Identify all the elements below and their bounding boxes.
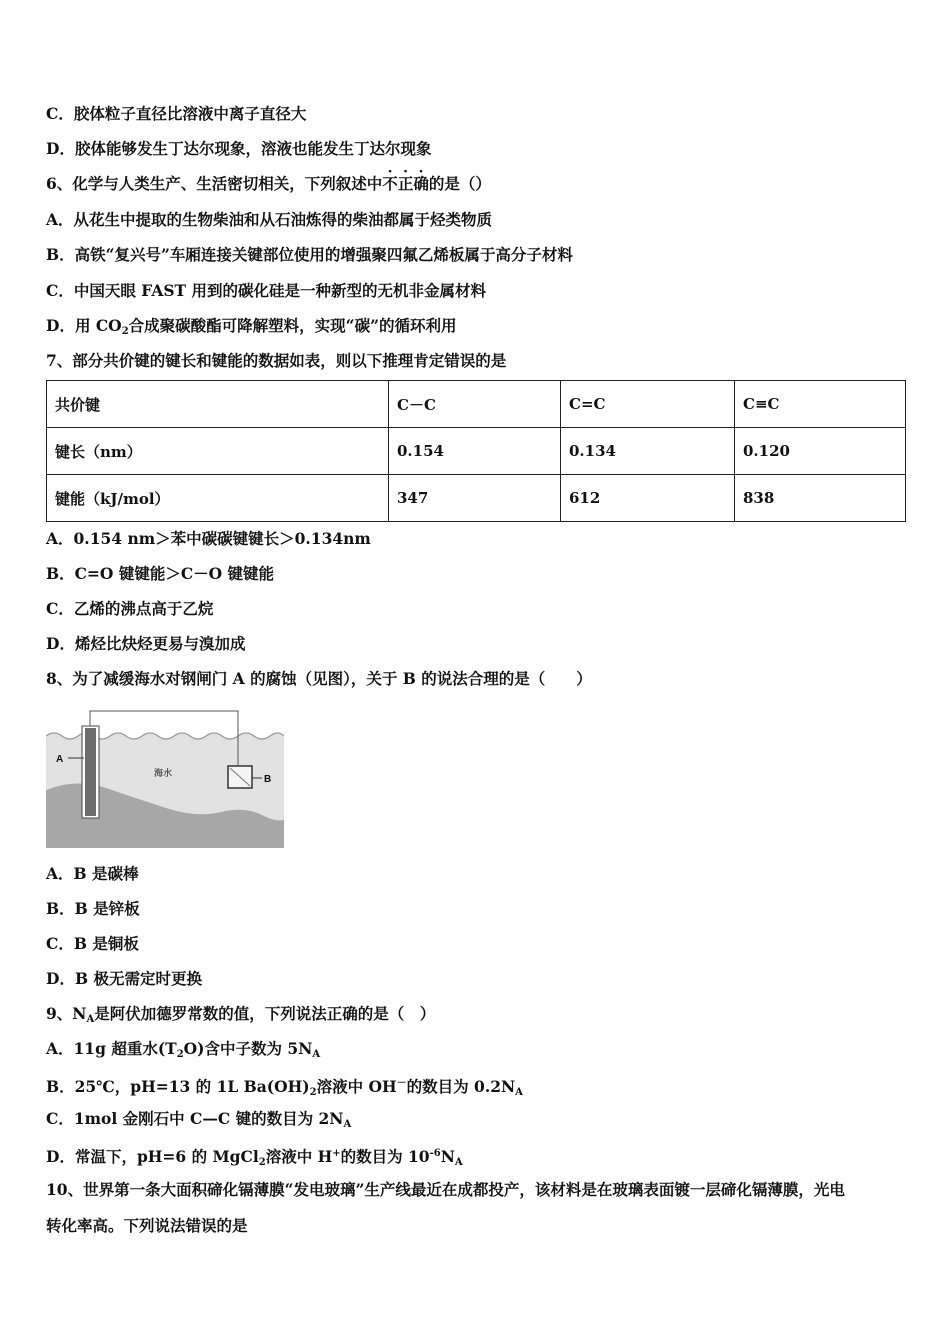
q9-stem: 9、$N_A$是阿伏加德罗常数的值，下列说法正确的是（ ） [46, 1004, 436, 1025]
q7-option-c: C．乙烯的沸点高于乙烷 [46, 599, 214, 618]
table-cell: C－C [389, 381, 561, 428]
table-cell: 键能（kJ/mol） [47, 475, 389, 522]
table-cell: C=C [561, 381, 735, 428]
q10-stem-line1: 10、世界第一条大面积碲化镉薄膜“发电玻璃”生产线最近在成都投产，该材料是在玻璃表面镀一层碲化镉薄膜，光电 [46, 1180, 845, 1199]
q7-option-a: A．0.154 nm＞苯中碳碳键键长＞0.134nm [46, 529, 371, 548]
label-b: B [264, 774, 272, 785]
q8-option-d: D．B 极无需定时更换 [46, 969, 202, 988]
q6-stem: 6、化学与人类生产、生活密切相关，下列叙述中不正确的是（） [46, 174, 491, 193]
label-a: A [56, 754, 64, 765]
q5-option-c: C．胶体粒子直径比溶液中离子直径大 [46, 104, 307, 123]
steel-gate-diagram [46, 708, 284, 848]
q7-option-b: B．C=O 键键能＞C－O 键键能 [46, 564, 275, 583]
table-cell: 0.154 [389, 428, 561, 475]
q10-stem-line2: 转化率高。下列说法错误的是 [46, 1216, 248, 1235]
q8-option-a: A．B 是碳棒 [46, 864, 139, 883]
q6-option-b: B．高铁“复兴号”车厢连接关键部位使用的增强聚四氟乙烯板属于高分子材料 [46, 245, 573, 264]
table-row [47, 475, 906, 522]
q9-option-c: C．1mol 金刚石中 C—C 键的数目为 $2N_A$ [46, 1109, 352, 1130]
q9-option-b: B．25℃，pH=13 的 1L $Ba(OH)_2$溶液中 OH－的数目为 $0.2N_A$ [46, 1077, 523, 1098]
table-cell: C≡C [735, 381, 906, 428]
q8-option-b: B．B 是锌板 [46, 899, 140, 918]
q9-option-a: A．11g 超重水$(T_2O)$含中子数为 $5N_A$ [46, 1039, 321, 1060]
q8-option-c: C．B 是铜板 [46, 934, 139, 953]
q8-stem: 8、为了减缓海水对钢闸门 A 的腐蚀（见图），关于 B 的说法合理的是（ ） [46, 669, 592, 688]
seawater-label: 海水 [154, 769, 173, 779]
table-cell: 共价键 [47, 381, 389, 428]
q6-option-c: C．中国天眼 FAST 用到的碳化硅是一种新型的无机非金属材料 [46, 281, 486, 300]
table-cell: 347 [389, 475, 561, 522]
q6-option-a: A．从花生中提取的生物柴油和从石油炼得的柴油都属于烃类物质 [46, 210, 493, 229]
q7-stem: 7、部分共价键的键长和键能的数据如表，则以下推理肯定错误的是 [46, 351, 507, 370]
table-cell: 键长（nm） [47, 428, 389, 475]
q6-option-d: D．用 $CO_2$合成聚碳酸酯可降解塑料，实现“碳”的循环利用 [46, 316, 457, 337]
bond-data-table [46, 380, 906, 522]
table-cell: 0.120 [735, 428, 906, 475]
table-cell: 0.134 [561, 428, 735, 475]
q5-option-d: D．胶体能够发生丁达尔现象，溶液也能发生丁达尔现象 [46, 139, 432, 158]
q9-option-d: D．常温下，pH=6 的 MgCl$_2$溶液中 H+的数目为 $10^{-6}N_A$ [46, 1147, 463, 1168]
table-cell: 612 [561, 475, 735, 522]
table-cell: 838 [735, 475, 906, 522]
table-row [47, 428, 906, 475]
table-row [47, 381, 906, 428]
q7-option-d: D．烯烃比炔烃更易与溴加成 [46, 634, 246, 653]
